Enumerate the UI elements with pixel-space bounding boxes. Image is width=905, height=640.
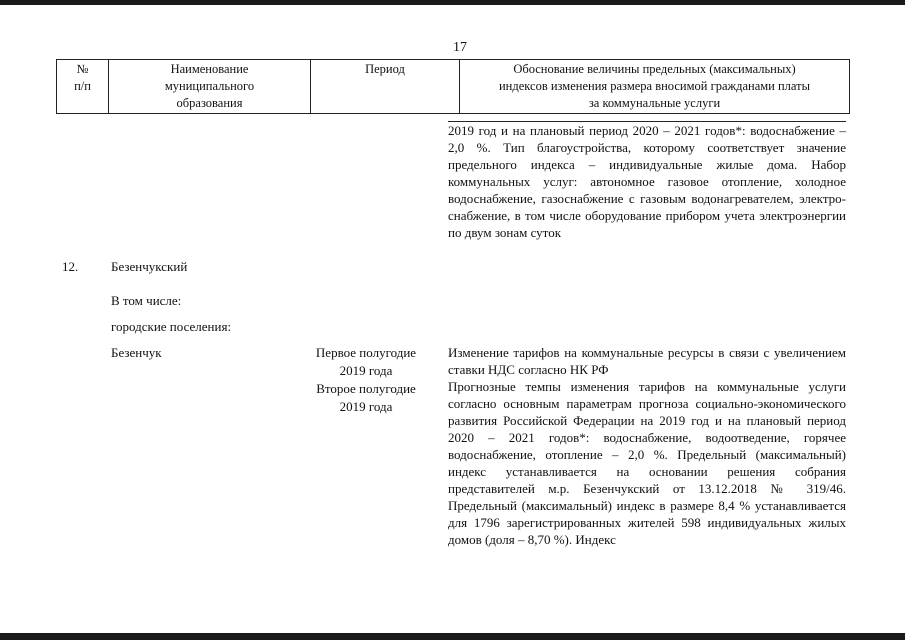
row-periods: Первое полугодие 2019 года Второе полугодие 2019 года bbox=[315, 345, 417, 414]
row-municipality-name: Безенчукский bbox=[111, 259, 188, 274]
header-period bbox=[311, 60, 460, 114]
including-label: В том числе: bbox=[111, 293, 182, 308]
carry-over-paragraph: 2019 год и на плановый период 2020 – 2021 годов*: водоснабжение – 2,0 %. Тип благоустройства, которому соответствует значение предельного индекса – индивидуальные жилые дома. Набор коммунальных услуг: автономное газовое отопление, холодное водоснабжение, газоснабжение с газовым водонагревателем, электро-снабжение, в том числе оборудование прибором учета электроэнергии по двум зонам суток bbox=[448, 123, 846, 240]
bottom-scan-border bbox=[0, 633, 905, 640]
header-basis-text: Обоснование величины предельных (максимальных) индексов изменения размера вносимой гражданами платы за коммунальные услуги bbox=[498, 62, 811, 110]
row-number: 12. bbox=[62, 259, 79, 274]
header-number bbox=[57, 60, 109, 114]
table-header-row bbox=[57, 60, 850, 114]
header-period-text: Период bbox=[365, 62, 405, 76]
top-scan-border bbox=[0, 0, 905, 5]
header-municipality-name bbox=[109, 60, 311, 114]
table-header bbox=[56, 59, 850, 114]
urban-settlements-label: городские поселения: bbox=[111, 319, 232, 334]
settlement-name: Безенчук bbox=[111, 345, 162, 360]
row-basis-text bbox=[448, 344, 846, 548]
carry-over-basis-text bbox=[448, 121, 846, 241]
basis-paragraph-forecast: Прогнозные темпы изменения тарифов на коммунальные услуги согласно основным параметрам прогноза социально-экономического развития Российской Федерации на 2019 год и на плановый период 2020 – 2021 годов*: водоснабжение, водоотведение, горячее водоснабжение, отопление – 2,0 %. Предельный (максимальный) индекс устанавливается на основании решения собрания представителей м.р. Безенчукский от 13.12.2018 № 319/46. Предельный (максимальный) индекс в размере 8,4 % устанавливается для 1796 зарегистрированных жителей 598 индивидуальных жилых домов (доля – 8,70 %). Индекс bbox=[448, 379, 846, 547]
basis-paragraph-vat: Изменение тарифов на коммунальные ресурсы в связи с увеличением ставки НДС согласно НК РФ bbox=[448, 345, 846, 377]
header-basis bbox=[460, 60, 850, 114]
header-municipality-text: Наименование муниципального образования bbox=[164, 62, 255, 110]
page-number: 17 bbox=[453, 40, 467, 55]
header-number-text: № п/п bbox=[74, 62, 91, 93]
